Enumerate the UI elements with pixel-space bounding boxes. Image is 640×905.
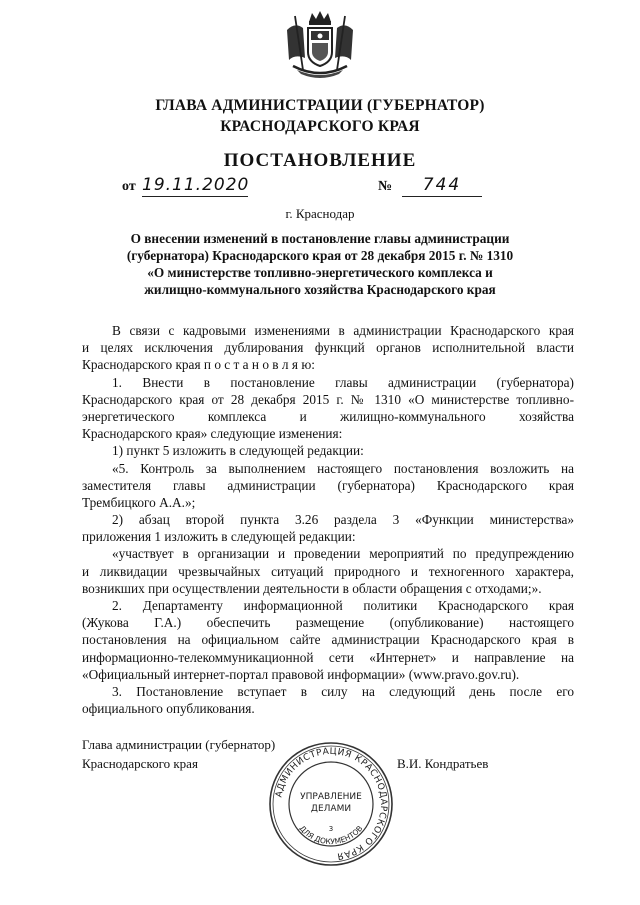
body-line: Краснодарского края» следующие изменения: [82, 426, 343, 442]
document-type: ПОСТАНОВЛЕНИЕ [223, 150, 417, 171]
body-line: информационно-телекоммуникационной сети «Интернет» и направление на [82, 649, 574, 665]
document-body [82, 322, 574, 717]
stamp-center-line-2: ДЕЛАМИ [310, 804, 352, 814]
body-line: «Официальный интернет-портал правовой информации» (www.pravo.gov.ru). [82, 666, 520, 682]
body-line: 2. Департаменту информационной политики Краснодарского края [112, 598, 574, 613]
body-line: «5. Контроль за выполнением настоящего постановления возложить на [112, 460, 574, 476]
body-line: «участвует в организации и проведении мероприятий по предупреждению [112, 546, 574, 562]
stamp-number: 3 [328, 825, 334, 833]
official-stamp [268, 741, 394, 867]
body-line: и целях исключения дублирования функций органов исполнительной власти [82, 340, 574, 356]
date-label: от [122, 179, 136, 194]
body-line: возникших при осуществлении деятельности в области обращения с отходами;». [82, 580, 542, 596]
body-line: 3. Постановление вступает в силу на следующий день после его [112, 683, 574, 699]
signatory-position: Глава администрации (губернатор) [82, 737, 276, 752]
city: г. Краснодар [285, 206, 355, 221]
document-title [100, 230, 540, 298]
issuer-line-1: ГЛАВА АДМИНИСТРАЦИИ (ГУБЕРНАТОР) [155, 97, 485, 114]
body-line: заместителя главы администрации (губернатора) Краснодарского края [82, 477, 574, 493]
stamp-bottom-text: ДЛЯ ДОКУМЕНТОВ [297, 823, 365, 847]
issuer-line-2: КРАСНОДАРСКОГО КРАЯ [220, 118, 420, 135]
date-number-row [0, 175, 640, 201]
stamp-center-line-1: УПРАВЛЕНИЕ [300, 792, 362, 802]
title-line: (губернатора) Краснодарского края от 28 декабря 2015 г. № 1310 [126, 248, 514, 263]
body-line: Краснодарского края от 28 декабря 2015 г. № 1310 «О министерстве топливно- [82, 391, 574, 407]
body-line: Трембицкого А.А.»; [82, 494, 196, 510]
coat-of-arms-icon [281, 8, 359, 80]
signatory-name: В.И. Кондратьев [397, 756, 489, 771]
body-line: постановления на официальном сайте администрации Краснодарского края в [82, 632, 574, 648]
body-line: Краснодарского края п о с т а н о в л я ю: [82, 357, 315, 373]
title-line: жилищно-коммунального хозяйства Краснодарского края [144, 282, 496, 297]
stamp-ring-text: АДМИНИСТРАЦИЯ КРАСНОДАРСКОГО КРАЯ [274, 746, 389, 861]
body-line: 1) пункт 5 изложить в следующей редакции: [112, 443, 364, 459]
number-label: № [378, 179, 393, 194]
document-number: 744 [402, 175, 482, 197]
title-line: О внесении изменений в постановление главы администрации [130, 231, 510, 246]
body-line: В связи с кадровыми изменениями в администрации Краснодарского края [112, 323, 574, 338]
body-line: (Жукова Г.А.) обеспечить размещение (опубликование) настоящего [82, 615, 574, 631]
body-line: и ликвидации чрезвычайных ситуаций природного и техногенного характера, [82, 563, 574, 579]
signatory-region: Краснодарского края [82, 756, 198, 771]
body-line: приложения 1 изложить в следующей редакции: [82, 529, 356, 545]
body-line: 2) абзац второй пункта 3.26 раздела 3 «Функции министерства» [112, 512, 574, 528]
body-line: энергетического комплекса и жилищно-коммунального хозяйства [82, 408, 574, 424]
body-line: 1. Внести в постановление главы администрации (губернатора) [112, 374, 574, 390]
body-line: официального опубликования. [82, 701, 255, 717]
document-date: 19.11.2020 [142, 175, 250, 195]
title-line: «О министерстве топливно-энергетического комплекса и [147, 265, 493, 280]
